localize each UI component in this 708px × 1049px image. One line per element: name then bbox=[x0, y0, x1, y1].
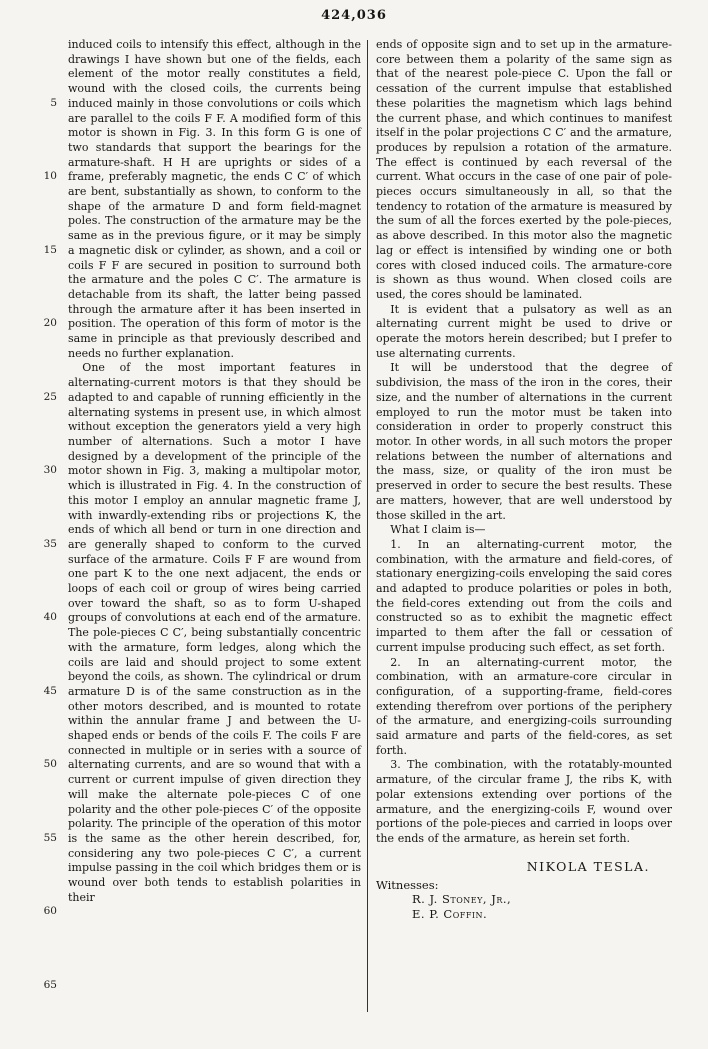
page-number: 424,036 bbox=[321, 8, 387, 23]
claims-intro: What I claim is— bbox=[390, 523, 486, 537]
paragraph: induced coils to intensify this effect, although in the drawings I have shown but one of the fields, each element of the motor really constitutes a field, wound with the closed coils, the currents being induced mainly in those convolutions or coils which are parallel to the coils F F. A modified form of this motor is shown in Fig. 3. In this form G is one of two standards that support the bearings for the armature-shaft. H H are uprights or sides of a frame, preferably magnetic, the ends C C′ of which are bent, substantially as shown, to conform to the shape of the armature D and form field-magnet poles. The construction of the armature may be the same as in the previous figure, or it may be simply a magnetic disk or cylinder, as shown, and a coil or coils F F are secured in position to surround both the armature and the poles C C′. The armature is detachable from its shaft, the latter being passed through the armature after it has been inserted in position. The operation of this form of motor is the same in principle as that previously described and needs no further explanation. bbox=[68, 38, 361, 360]
claim-3: 3. The combination, with the rotatably-mounted armature, of the circular frame J, the ribs K, with polar extensions extending over portions of the armature, and the energizing-coils F, wound over portions of the pole-pieces and carried in loops over the ends of the armature, as herein set forth. bbox=[376, 758, 672, 845]
line-number: 30 bbox=[43, 464, 57, 476]
line-number: 45 bbox=[43, 685, 57, 697]
line-number: 15 bbox=[43, 244, 57, 256]
line-number: 25 bbox=[43, 391, 57, 403]
line-number: 20 bbox=[43, 317, 57, 329]
left-column bbox=[68, 38, 361, 905]
line-number: 35 bbox=[43, 538, 57, 550]
claim-1: 1. In an alternating-current motor, the combination, with the armature and field-cores, of stationary energizing-coils enveloping the said cores and adapted to produce polarities or poles in both, the field-cores extending out from the coils and constructed so as to exhibit the magnetic effect imparted to them after the fall or cessation of current impulse producing such effect, as set forth. bbox=[376, 537, 672, 654]
inventor-signature: NIKOLA TESLA. bbox=[526, 858, 650, 874]
line-number: 40 bbox=[43, 611, 57, 623]
line-number: 10 bbox=[43, 170, 57, 182]
witness-name: E. P. Coffin. bbox=[412, 906, 488, 921]
page-content bbox=[30, 38, 680, 1049]
line-number: 60 bbox=[43, 905, 57, 917]
line-number: 50 bbox=[43, 758, 57, 770]
paragraph: ends of opposite sign and to set up in the armature-core between them a polarity of the same sign as that of the nearest pole-piece C. Upon the fall or cessation of the current impulse that established these polarities the magnetism which lags behind the current phase, and which continues to manifest itself in the polar projections C C′ and the armature, produces by repulsion a rotation of the armature. The effect is continued by each reversal of the current. What occurs in the case of one pair of pole-pieces occurs simultaneously in all, so that the tendency to rotation of the armature is measured by the sum of all the forces exerted by the pole-pieces, as above described. In this motor also the magnetic lag or effect is intensified by winding one or both cores with closed induced coils. The armature-core is shown as thus wound. When closed coils are used, the cores should be laminated. bbox=[376, 38, 672, 301]
line-number: 65 bbox=[43, 979, 57, 991]
claim-2: 2. In an alternating-current motor, the combination, with an armature-core circular in configuration, of a supporting-frame, field-cores extending therefrom over portions of the periphery of the armature, and energizing-coils surrounding said armature and parts of the field-cores, as set forth. bbox=[376, 655, 672, 757]
column-divider bbox=[367, 40, 368, 1012]
paragraph: It will be understood that the degree of subdivision, the mass of the iron in the cores, their size, and the number of alternations in the current employed to run the motor must be taken into consideration in order to properly construct this motor. In other words, in all such motors the proper relations between the number of alternations and the mass, size, or quality of the iron must be preserved in order to secure the best results. These are matters, however, that are well understood by those skilled in the art. bbox=[376, 361, 672, 522]
paragraph: It is evident that a pulsatory as well as an alternating current might be used to drive or operate the motors herein described; but I prefer to use alternating currents. bbox=[376, 302, 672, 360]
line-number: 5 bbox=[50, 97, 57, 109]
line-number: 55 bbox=[43, 832, 57, 844]
witness-name: R. J. Stoney, Jr., bbox=[412, 891, 512, 906]
paragraph: One of the most important features in alternating-current motors is that they should be adapted to and capable of running efficiently in the alternating systems in present use, in which almost without exception the generators yield a very high number of alternations. Such a motor I have designed by a development of the principle of the motor shown in Fig. 3, making a multipolar motor, which is illustrated in Fig. 4. In the construction of this motor I employ an annular magnetic frame J, with inwardly-extending ribs or projections K, the ends of which all bend or turn in one direction and are generally shaped to conform to the curved surface of the armature. Coils F F are wound from one part K to the one next adjacent, the ends or loops of each coil or group of wires being carried over toward the shaft, so as to form U-shaped groups of convolutions at each end of the armature. The pole-pieces C C′, being substantially concentric with the armature, form ledges, along which the coils are laid and should project to some extent beyond the coils, as shown. The cylindrical or drum armature D is of the same construction as in the other motors described, and is mounted to rotate within the annular frame J and between the U-shaped ends or bends of the coils F. The coils F are connected in multiple or in series with a source of alternating currents, and are so wound that with a current or current impulse of given direction they will make the alternate pole-pieces C of one polarity and the other pole-pieces C′ of the opposite polarity. The principle of the operation of this motor is the same as the other herein described, for, considering any two pole-pieces C C′, a current impulse passing in the coil which bridges them or is wound over both tends to establish polarities in their bbox=[68, 361, 361, 904]
line-number-gutter bbox=[30, 38, 62, 1049]
right-column bbox=[376, 38, 672, 922]
witnesses-label: Witnesses: bbox=[376, 877, 439, 892]
